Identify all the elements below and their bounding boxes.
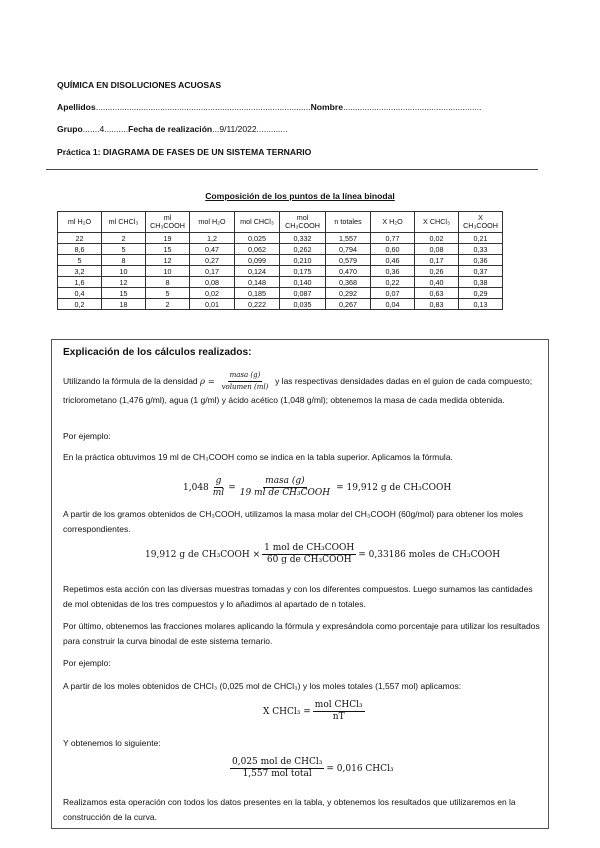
eq1-rnum: masa (g) [265,476,305,486]
paragraph-final: Realizamos esta operación con todos los datos presentes en la tabla, y obtenemos los resultados que utilizaremos en la construcción de la curva. [63,797,516,822]
col-header: X H₂O [371,212,415,233]
table-cell: 0,08 [415,244,459,255]
paragraph-molar-mass: A partir de los gramos obtenidos de CH₃COOH, utilizamos la masa molar del CH₃COOH (60g/mol) para obtener los moles correspondientes. [63,509,523,534]
table-cell: 8 [146,277,190,288]
table-cell: 0,26 [415,266,459,277]
table-cell: 0,60 [371,244,415,255]
table-cell: 0,148 [235,277,280,288]
table-cell: 0,099 [235,255,280,266]
equation-moles [145,543,500,566]
eq1-result: = 19,912 g de CH₃COOH [336,482,452,493]
density-formula [200,371,275,391]
grupo-value: 4 [99,124,105,134]
table-cell: 0,222 [235,299,280,310]
table-cell: 1,557 [326,233,371,244]
table-cell: 0,27 [190,255,235,266]
fecha-label: Fecha de realización [128,124,213,134]
table-row [58,299,503,310]
table-row [58,288,503,299]
table-cell: 0,025 [235,233,280,244]
paragraph-density [63,370,541,408]
table-cell: 0,38 [459,277,503,288]
table-cell: 0,17 [415,255,459,266]
table-cell: 0,02 [415,233,459,244]
eq2-lhs: 19,912 g de CH₃COOH × [145,549,261,560]
binodal-table [57,211,503,310]
eq1-coef: 1,048 [183,482,209,493]
col-header: ml H₂O [58,212,102,233]
explanation-title: Explicación de los cálculos realizados: [63,347,252,358]
table-cell: 0,04 [371,299,415,310]
table-cell: 0,07 [371,288,415,299]
eq3-den: nT [332,712,345,722]
fecha-value: 9/11/2022 [219,124,257,134]
paragraph-fractions: Por último, obtenemos las fracciones molares aplicando la fórmula y expresándola como porcentaje para utilizar los resultados para construir la curva binodal de este sistema ternario. [63,621,540,646]
col-header: X CHCl₃ [415,212,459,233]
table-cell: 0,40 [415,277,459,288]
eq4-den: 1,557 mol total [242,769,312,779]
table-cell: 0,36 [371,266,415,277]
p1-text-b: y las respectivas densidades dadas en el guion de cada compuesto; triclorometano (1,476 g/ml), agua (1 g/ml) y ácido acético (1,048 g/ml); obtenemos la masa de cada medida obtenida. [63,376,533,405]
table-cell: 0,29 [459,288,503,299]
col-header: ml CH₃COOH [146,212,190,233]
table-cell: 0,02 [190,288,235,299]
table-row [58,266,503,277]
table-cell: 0,262 [280,244,326,255]
table-cell: 0,36 [459,255,503,266]
table-cell: 22 [58,233,102,244]
table-cell: 0,470 [326,266,371,277]
table-caption: Composición de los puntos de la línea binodal [205,191,395,201]
table-cell: 3,2 [58,266,102,277]
table-cell: 0,140 [280,277,326,288]
apellidos-line: Apellidos..........................................................................................Nombre.......................................................... [57,102,482,112]
table-cell: 0,332 [280,233,326,244]
table-cell: 0,4 [58,288,102,299]
table-cell: 0,087 [280,288,326,299]
nombre-label: Nombre [310,102,344,112]
table-header-row [58,212,503,233]
equation-mass [183,476,451,499]
eq1-num: g [215,476,222,486]
table-cell: 0,794 [326,244,371,255]
table-cell: 0,47 [190,244,235,255]
eq4-result: = 0,016 CHCl₃ [326,763,394,774]
eq2-result: = 0,33186 moles de CH₃COOH [358,549,501,560]
eq3-lhs: X CHCl₃ = [263,706,311,717]
density-num: masa (g) [228,370,263,382]
eq2-den: 60 g de CH₃COOH [266,555,352,565]
eq1-den: ml [212,488,225,498]
table-cell: 0,63 [415,288,459,299]
table-row [58,255,503,266]
subject-title: QUÍMICA EN DISOLUCIONES ACUOSAS [57,80,222,90]
table-cell: 19 [146,233,190,244]
practice-title: Práctica 1: DIAGRAMA DE FASES DE UN SISTEMA TERNARIO [57,147,312,157]
table-cell: 0,2 [58,299,102,310]
table-cell: 0,46 [371,255,415,266]
paragraph-practice: En la práctica obtuvimos 19 ml de CH₃COOH como se indica en la tabla superior. Aplicamos la fórmula. [63,452,453,462]
table-cell: 0,292 [326,288,371,299]
table-cell: 0,124 [235,266,280,277]
table-cell: 0,33 [459,244,503,255]
table-cell: 5 [146,288,190,299]
eq2-num: 1 mol de CH₃COOH [264,543,355,553]
table-cell: 0,01 [190,299,235,310]
grupo-line: Grupo.......4..........Fecha de realización...9/11/2022............. [57,124,288,134]
por-ejemplo-1: Por ejemplo: [63,431,111,441]
table-cell: 1,6 [58,277,102,288]
equation-fraction [263,700,367,723]
table-cell: 10 [102,266,146,277]
density-den: volumen (ml) [221,383,269,391]
table-cell: 2 [146,299,190,310]
header-divider [46,169,538,170]
col-header: mol H₂O [190,212,235,233]
table-cell: 18 [102,299,146,310]
table-cell: 0,175 [280,266,326,277]
table-cell: 0,13 [459,299,503,310]
table-cell: 5 [58,255,102,266]
table-cell: 0,185 [235,288,280,299]
grupo-label: Grupo [57,124,83,134]
table-cell: 8 [102,255,146,266]
table-cell: 12 [146,255,190,266]
equation-result [228,757,394,780]
table-cell: 1,2 [190,233,235,244]
table-row [58,277,503,288]
table-cell: 2 [102,233,146,244]
table-cell: 0,210 [280,255,326,266]
table-cell: 0,267 [326,299,371,310]
table-cell: 12 [102,277,146,288]
table-cell: 10 [146,266,190,277]
table-cell: 0,17 [190,266,235,277]
table-row [58,244,503,255]
eq1-equals: = [228,482,236,493]
table-cell: 0,368 [326,277,371,288]
table-cell: 15 [146,244,190,255]
col-header: mol CH₃COOH [280,212,326,233]
paragraph-repeat: Repetimos esta acción con las diversas muestras tomadas y con los diferentes compuestos. Luego sumamos las cantidades de mol obtenidas de los tres compuestos y lo añadimos al apartado de n totales. [63,584,533,609]
table-cell: 0,08 [190,277,235,288]
col-header: ml CHCl₃ [102,212,146,233]
table-row [58,233,503,244]
col-header: mol CHCl₃ [235,212,280,233]
table-cell: 0,22 [371,277,415,288]
p1-text-a: Utilizando la fórmula de la densidad [63,376,198,386]
por-ejemplo-2: Por ejemplo: [63,658,111,668]
density-lhs: ρ = [200,377,215,387]
table-cell: 0,83 [415,299,459,310]
paragraph-obtain: Y obtenemos lo siguiente: [63,738,161,748]
table-cell: 0,035 [280,299,326,310]
table-cell: 5 [102,244,146,255]
table-cell: 0,37 [459,266,503,277]
apellidos-label: Apellidos [57,102,96,112]
table-cell: 8,6 [58,244,102,255]
table-cell: 15 [102,288,146,299]
table-cell: 0,21 [459,233,503,244]
eq4-num: 0,025 mol de CHCl₃ [232,757,323,767]
paragraph-chcl3: A partir de los moles obtenidos de CHCl₃ (0,025 mol de CHCl₃) y los moles totales (1,557 mol) aplicamos: [63,681,462,691]
col-header: X CH₃COOH [459,212,503,233]
table-cell: 0,77 [371,233,415,244]
eq3-num: mol CHCl₃ [314,700,363,710]
col-header: n totales [326,212,371,233]
table-cell: 0,579 [326,255,371,266]
eq1-rden: 19 ml de CH₃COOH [239,488,331,498]
table-cell: 0,062 [235,244,280,255]
